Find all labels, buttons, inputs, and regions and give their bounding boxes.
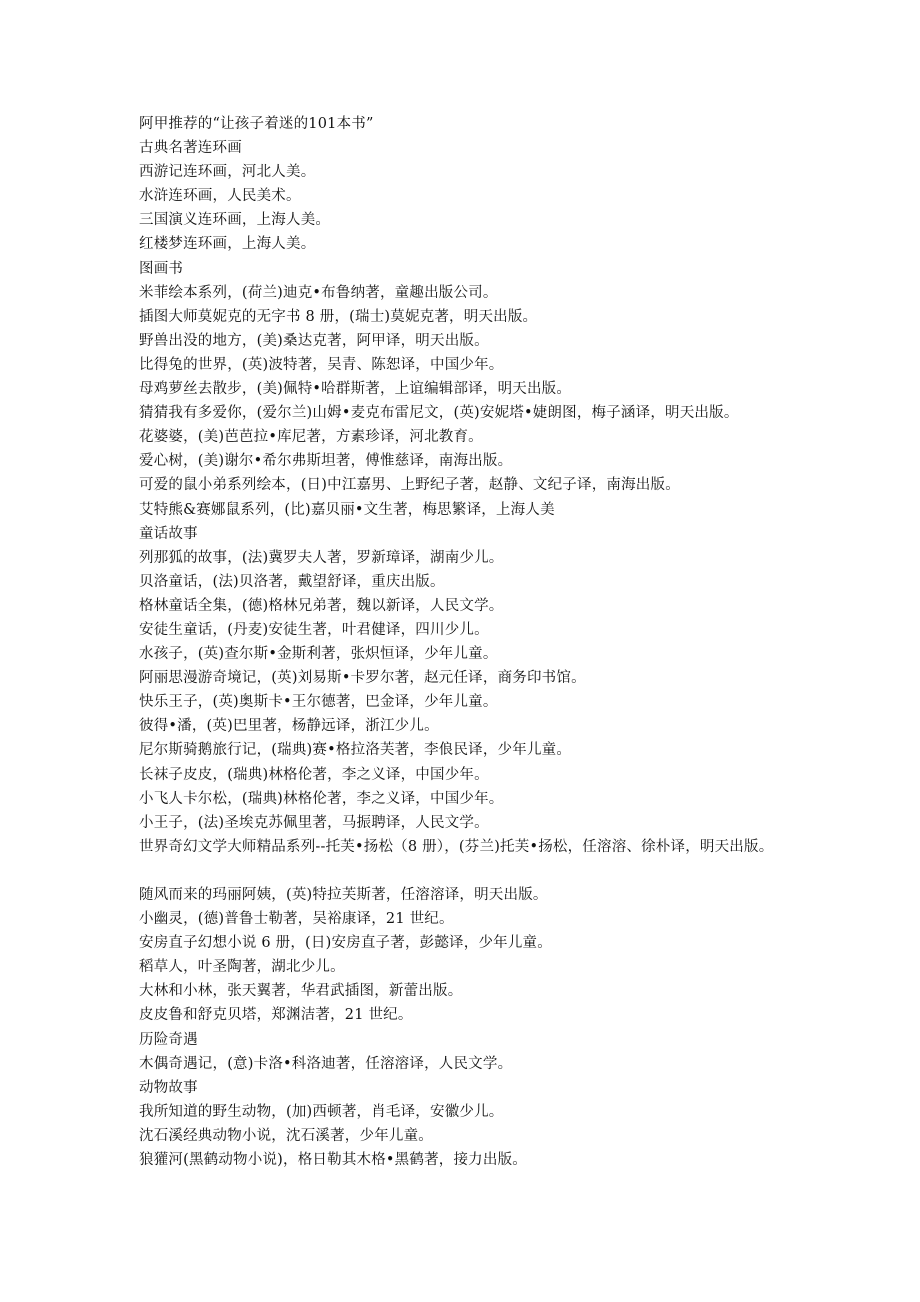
book-entry: 狼獾河(黑鹤动物小说)，格日勒其木格•黑鹤著，接力出版。 xyxy=(139,1152,527,1169)
section-heading: 动物故事 xyxy=(139,1079,198,1096)
book-entry: 大林和小林，张天翼著，华君武插图，新蕾出版。 xyxy=(139,983,463,1000)
document-title: 阿甲推荐的“让孩子着迷的101本书” xyxy=(139,116,374,132)
book-entry: 长袜子皮皮，(瑞典)林格伦著，李之义译，中国少年。 xyxy=(139,766,489,783)
book-entry: 比得兔的世界，(英)波特著，吴青、陈恕译，中国少年。 xyxy=(139,356,504,373)
book-entry: 格林童话全集，(德)格林兄弟著，魏以新译，人民文学。 xyxy=(139,597,504,614)
book-entry: 可爱的鼠小弟系列绘本，(日)中江嘉男、上野纪子著，赵静、文纪子译，南海出版。 xyxy=(139,477,680,494)
book-entry: 尼尔斯骑鹅旅行记，(瑞典)赛•格拉洛芙著，李俍民译，少年儿童。 xyxy=(139,742,572,759)
section-heading: 童话故事 xyxy=(139,525,198,542)
book-entry: 水浒连环画，人民美术。 xyxy=(139,188,301,205)
book-entry: 爱心树，(美)谢尔•希尔弗斯坦著，傅惟慈译，南海出版。 xyxy=(139,453,513,470)
book-entry: 小幽灵，(德)普鲁士勒著，吴裕康译，21 世纪。 xyxy=(139,911,454,928)
book-entry-wrapped: 世界奇幻文学大师精品系列--托芙•扬松（8 册），(芬兰)托芙•扬松，任溶溶、徐朴译，明天出版。 xyxy=(139,838,774,855)
book-entry: 随风而来的玛丽阿姨，(英)特拉芙斯著，任溶溶译，明天出版。 xyxy=(139,887,548,903)
book-entry: 小飞人卡尔松，(瑞典)林格伦著，李之义译，中国少年。 xyxy=(139,790,504,807)
book-entry: 彼得•潘，(英)巴里著，杨静远译，浙江少儿。 xyxy=(139,718,439,735)
book-entry: 猜猜我有多爱你，(爱尔兰)山姆•麦克布雷尼文，(英)安妮塔•婕朗图，梅子涵译，明天出版。 xyxy=(139,405,739,422)
section-heading: 历险奇遇 xyxy=(139,1031,198,1048)
section-heading: 古典名著连环画 xyxy=(139,140,242,157)
book-entry: 稻草人，叶圣陶著，湖北少儿。 xyxy=(139,959,345,976)
section-heading: 图画书 xyxy=(139,260,184,277)
book-entry: 安徒生童话，(丹麦)安徒生著，叶君健译，四川少儿。 xyxy=(139,621,489,638)
book-entry: 快乐王子，(英)奥斯卡•王尔德著，巴金译，少年儿童。 xyxy=(139,694,498,711)
book-entry: 水孩子，(英)查尔斯•金斯利著，张炽恒译，少年儿童。 xyxy=(139,646,498,663)
book-entry: 小王子，(法)圣埃克苏佩里著，马振聘译，人民文学。 xyxy=(139,814,489,831)
book-entry: 红楼梦连环画，上海人美。 xyxy=(139,236,316,253)
book-entry: 三国演义连环画，上海人美。 xyxy=(139,212,331,229)
book-entry: 野兽出没的地方，(美)桑达克著，阿甲译，明天出版。 xyxy=(139,332,489,349)
book-entry: 贝洛童话，(法)贝洛著，戴望舒译，重庆出版。 xyxy=(139,573,445,590)
book-entry: 米菲绘本系列，(荷兰)迪克•布鲁纳著，童趣出版公司。 xyxy=(139,284,498,301)
book-entry: 花婆婆，(美)芭芭拉•库尼著，方素珍译，河北教育。 xyxy=(139,429,483,446)
book-entry: 我所知道的野生动物，(加)西顿著，肖毛译，安徽少儿。 xyxy=(139,1103,504,1120)
book-entry: 西游记连环画，河北人美。 xyxy=(139,164,316,181)
book-entry: 安房直子幻想小说 6 册，(日)安房直子著，彭懿译，少年儿童。 xyxy=(139,935,552,952)
book-entry: 阿丽思漫游奇境记，(英)刘易斯•卡罗尔著，赵元任译，商务印书馆。 xyxy=(139,670,586,687)
book-entry: 插图大师莫妮克的无字书 8 册，(瑞士)莫妮克著，明天出版。 xyxy=(139,308,538,325)
book-entry: 列那狐的故事，(法)冀罗夫人著，罗新璋译，湖南少儿。 xyxy=(139,549,504,566)
book-entry: 沈石溪经典动物小说，沈石溪著，少年儿童。 xyxy=(139,1127,433,1144)
book-entry: 皮皮鲁和舒克贝塔，郑渊洁著，21 世纪。 xyxy=(139,1007,413,1024)
book-entry: 母鸡萝丝去散步，(美)佩特•哈群斯著，上谊编辑部译，明天出版。 xyxy=(139,381,572,398)
document-body xyxy=(139,112,789,1172)
book-entry: 艾特熊&赛娜鼠系列，(比)嘉贝丽•文生著，梅思繁译，上海人美 xyxy=(139,501,555,518)
book-entry: 木偶奇遇记，(意)卡洛•科洛迪著，任溶溶译，人民文学。 xyxy=(139,1055,513,1072)
